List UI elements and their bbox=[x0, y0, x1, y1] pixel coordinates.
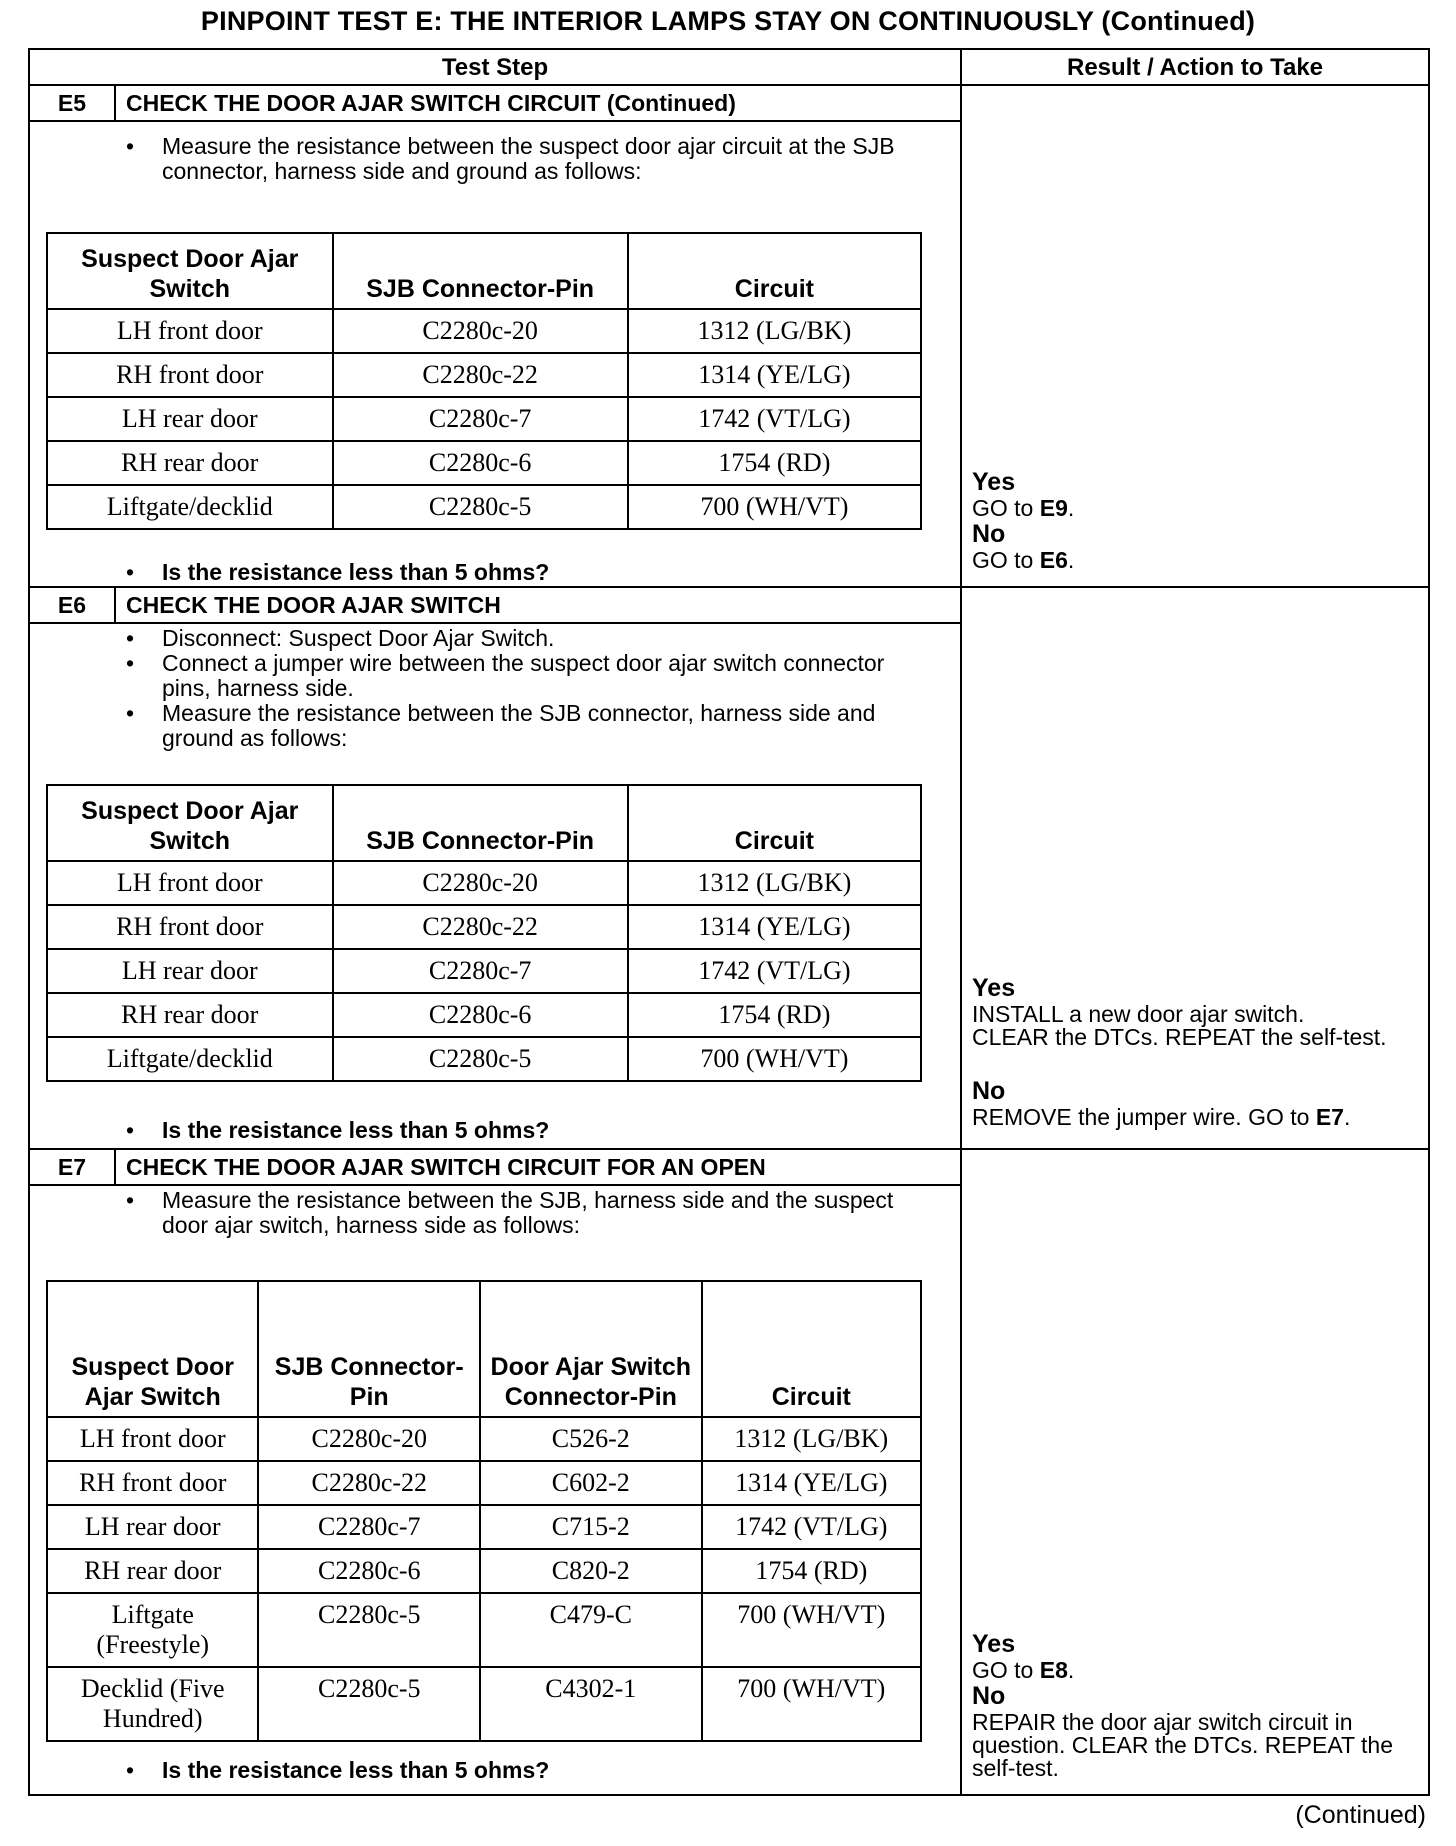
table-header-row bbox=[47, 233, 921, 309]
spacer bbox=[972, 1049, 1422, 1077]
table-row bbox=[47, 1461, 921, 1505]
table-header-row bbox=[47, 1281, 921, 1417]
table-cell: C2280c-20 bbox=[333, 861, 628, 905]
table-cell: C479-C bbox=[480, 1593, 702, 1667]
no-label: No bbox=[972, 1077, 1006, 1105]
table-cell: C2280c-6 bbox=[333, 441, 628, 485]
step-id: E6 bbox=[30, 588, 116, 622]
table-cell: LH rear door bbox=[47, 397, 333, 441]
yes-action: GO to E8. bbox=[972, 1657, 1075, 1683]
table-cell: C2280c-20 bbox=[333, 309, 628, 353]
table-cell: 1742 (VT/LG) bbox=[702, 1505, 921, 1549]
goto-step-link[interactable]: E9 bbox=[1039, 495, 1068, 521]
instruction-item: • Measure the resistance between the suspect door ajar circuit at the SJB connector, harness side and ground as follows: bbox=[126, 134, 916, 184]
table-cell: 1754 (RD) bbox=[702, 1549, 921, 1593]
instruction-item: • Disconnect: Suspect Door Ajar Switch. bbox=[126, 626, 916, 651]
table-cell: 1754 (RD) bbox=[628, 441, 921, 485]
table-cell: LH front door bbox=[47, 309, 333, 353]
table-cell: 1312 (LG/BK) bbox=[702, 1417, 921, 1461]
continued-note: (Continued) bbox=[1295, 1801, 1426, 1829]
table-cell: Liftgate/decklid bbox=[47, 485, 333, 529]
table-cell: C2280c-7 bbox=[258, 1505, 480, 1549]
step-header bbox=[30, 86, 960, 122]
step-question: • Is the resistance less than 5 ohms? bbox=[126, 560, 549, 585]
table-cell: C602-2 bbox=[480, 1461, 702, 1505]
step-instructions bbox=[126, 626, 916, 751]
table-row bbox=[47, 1593, 921, 1667]
table-cell: 700 (WH/VT) bbox=[702, 1593, 921, 1667]
no-label: No bbox=[972, 520, 1006, 548]
instruction-item: • Connect a jumper wire between the suspect door ajar switch connector pins, harness side. bbox=[126, 651, 916, 701]
goto-step-link[interactable]: E8 bbox=[1039, 1657, 1068, 1683]
table-row bbox=[47, 1037, 921, 1081]
table-cell: RH front door bbox=[47, 1461, 258, 1505]
instruction-item: • Measure the resistance between the SJB connector, harness side and ground as follows: bbox=[126, 701, 916, 751]
table-cell: C2280c-22 bbox=[258, 1461, 480, 1505]
column-divider bbox=[960, 50, 962, 1794]
table-cell: 1742 (VT/LG) bbox=[628, 397, 921, 441]
table-row bbox=[47, 949, 921, 993]
table-cell: 700 (WH/VT) bbox=[702, 1667, 921, 1741]
table-cell: 700 (WH/VT) bbox=[628, 485, 921, 529]
step-title: CHECK THE DOOR AJAR SWITCH bbox=[126, 592, 501, 618]
table-cell: C2280c-5 bbox=[333, 1037, 628, 1081]
yes-label: Yes bbox=[972, 468, 1016, 496]
table-cell: C526-2 bbox=[480, 1417, 702, 1461]
table-cell: 1314 (YE/LG) bbox=[628, 353, 921, 397]
result-e5 bbox=[972, 468, 1422, 572]
table-cell: 1312 (LG/BK) bbox=[628, 861, 921, 905]
table-cell: Liftgate/decklid bbox=[47, 1037, 333, 1081]
table-cell: C2280c-5 bbox=[258, 1667, 480, 1741]
table-cell: 1754 (RD) bbox=[628, 993, 921, 1037]
step-title: CHECK THE DOOR AJAR SWITCH CIRCUIT FOR AN OPEN bbox=[126, 1154, 766, 1180]
table-cell: C2280c-22 bbox=[333, 905, 628, 949]
table-cell: 1314 (YE/LG) bbox=[628, 905, 921, 949]
column-header: Circuit bbox=[702, 1281, 921, 1417]
table-cell: RH rear door bbox=[47, 441, 333, 485]
measurement-table bbox=[46, 1280, 922, 1742]
column-header: Suspect Door Ajar Switch bbox=[47, 785, 333, 861]
table-cell: C4302-1 bbox=[480, 1667, 702, 1741]
table-cell: C2280c-6 bbox=[258, 1549, 480, 1593]
table-cell: C2280c-6 bbox=[333, 993, 628, 1037]
step-header bbox=[30, 588, 960, 624]
table-cell: C2280c-7 bbox=[333, 949, 628, 993]
yes-action-line-1: INSTALL a new door ajar switch. bbox=[972, 1001, 1305, 1027]
column-header: SJB Connector-Pin bbox=[333, 233, 628, 309]
column-header: Suspect Door Ajar Switch bbox=[47, 233, 333, 309]
yes-label: Yes bbox=[972, 974, 1016, 1002]
table-cell: C2280c-7 bbox=[333, 397, 628, 441]
table-cell: RH front door bbox=[47, 905, 333, 949]
table-cell: RH rear door bbox=[47, 1549, 258, 1593]
column-header: SJB Connector-Pin bbox=[258, 1281, 480, 1417]
measurement-table bbox=[46, 232, 922, 530]
no-action: GO to E6. bbox=[972, 547, 1075, 573]
table-row bbox=[47, 397, 921, 441]
table-cell: Liftgate (Freestyle) bbox=[47, 1593, 258, 1667]
table-cell: LH front door bbox=[47, 861, 333, 905]
column-header: Circuit bbox=[628, 233, 921, 309]
column-header: Suspect Door Ajar Switch bbox=[47, 1281, 258, 1417]
step-header bbox=[30, 1150, 960, 1186]
table-row bbox=[47, 441, 921, 485]
table-cell: 1314 (YE/LG) bbox=[702, 1461, 921, 1505]
table-row bbox=[47, 993, 921, 1037]
table-row bbox=[47, 905, 921, 949]
result-column-header: Result / Action to Take bbox=[1066, 54, 1324, 81]
step-id: E5 bbox=[30, 86, 116, 120]
table-row bbox=[47, 1417, 921, 1461]
instruction-item: • Measure the resistance between the SJB, harness side and the suspect door ajar switch, harness side as follows: bbox=[126, 1188, 916, 1238]
table-cell: 1312 (LG/BK) bbox=[628, 309, 921, 353]
no-label: No bbox=[972, 1682, 1006, 1710]
test-step-column-header: Test Step bbox=[441, 54, 549, 81]
table-cell: LH front door bbox=[47, 1417, 258, 1461]
table-cell: Decklid (Five Hundred) bbox=[47, 1667, 258, 1741]
step-title: CHECK THE DOOR AJAR SWITCH CIRCUIT (Continued) bbox=[126, 90, 736, 116]
table-cell: C2280c-22 bbox=[333, 353, 628, 397]
table-cell: 700 (WH/VT) bbox=[628, 1037, 921, 1081]
no-action: REPAIR the door ajar switch circuit in question. CLEAR the DTCs. REPEAT the self-test. bbox=[972, 1709, 1393, 1781]
page-title: PINPOINT TEST E: THE INTERIOR LAMPS STAY ON CONTINUOUSLY (Continued) bbox=[200, 6, 1256, 36]
column-header: SJB Connector-Pin bbox=[333, 785, 628, 861]
result-e7 bbox=[972, 1630, 1422, 1780]
step-instructions bbox=[126, 1188, 916, 1238]
pinpoint-test-table bbox=[28, 48, 1430, 1796]
step-id: E7 bbox=[30, 1150, 116, 1184]
column-header: Circuit bbox=[628, 785, 921, 861]
step-instructions bbox=[126, 134, 916, 184]
yes-action: GO to E9. bbox=[972, 495, 1075, 521]
table-cell: LH rear door bbox=[47, 1505, 258, 1549]
measurement-table bbox=[46, 784, 922, 1082]
table-row bbox=[47, 1549, 921, 1593]
table-row bbox=[47, 353, 921, 397]
table-row bbox=[47, 309, 921, 353]
table-cell: 1742 (VT/LG) bbox=[628, 949, 921, 993]
table-cell: C715-2 bbox=[480, 1505, 702, 1549]
yes-action-line-2: CLEAR the DTCs. REPEAT the self-test. bbox=[972, 1024, 1387, 1050]
table-header-row bbox=[47, 785, 921, 861]
step-e6 bbox=[30, 588, 960, 1148]
result-e6 bbox=[972, 974, 1422, 1129]
table-row bbox=[47, 1667, 921, 1741]
table-row bbox=[47, 1505, 921, 1549]
table-cell: LH rear door bbox=[47, 949, 333, 993]
step-e7 bbox=[30, 1150, 960, 1794]
table-cell: C2280c-20 bbox=[258, 1417, 480, 1461]
table-row bbox=[47, 485, 921, 529]
table-cell: C820-2 bbox=[480, 1549, 702, 1593]
goto-step-link[interactable]: E7 bbox=[1315, 1104, 1344, 1130]
column-header: Door Ajar Switch Connector-Pin bbox=[480, 1281, 702, 1417]
table-cell: RH rear door bbox=[47, 993, 333, 1037]
step-e5 bbox=[30, 86, 960, 586]
table-cell: C2280c-5 bbox=[258, 1593, 480, 1667]
step-question: • Is the resistance less than 5 ohms? bbox=[126, 1758, 549, 1783]
table-cell: RH front door bbox=[47, 353, 333, 397]
goto-step-link[interactable]: E6 bbox=[1039, 547, 1068, 573]
step-question: • Is the resistance less than 5 ohms? bbox=[126, 1118, 549, 1143]
no-action: REMOVE the jumper wire. GO to E7. bbox=[972, 1104, 1351, 1130]
yes-label: Yes bbox=[972, 1630, 1016, 1658]
table-cell: C2280c-5 bbox=[333, 485, 628, 529]
table-row bbox=[47, 861, 921, 905]
